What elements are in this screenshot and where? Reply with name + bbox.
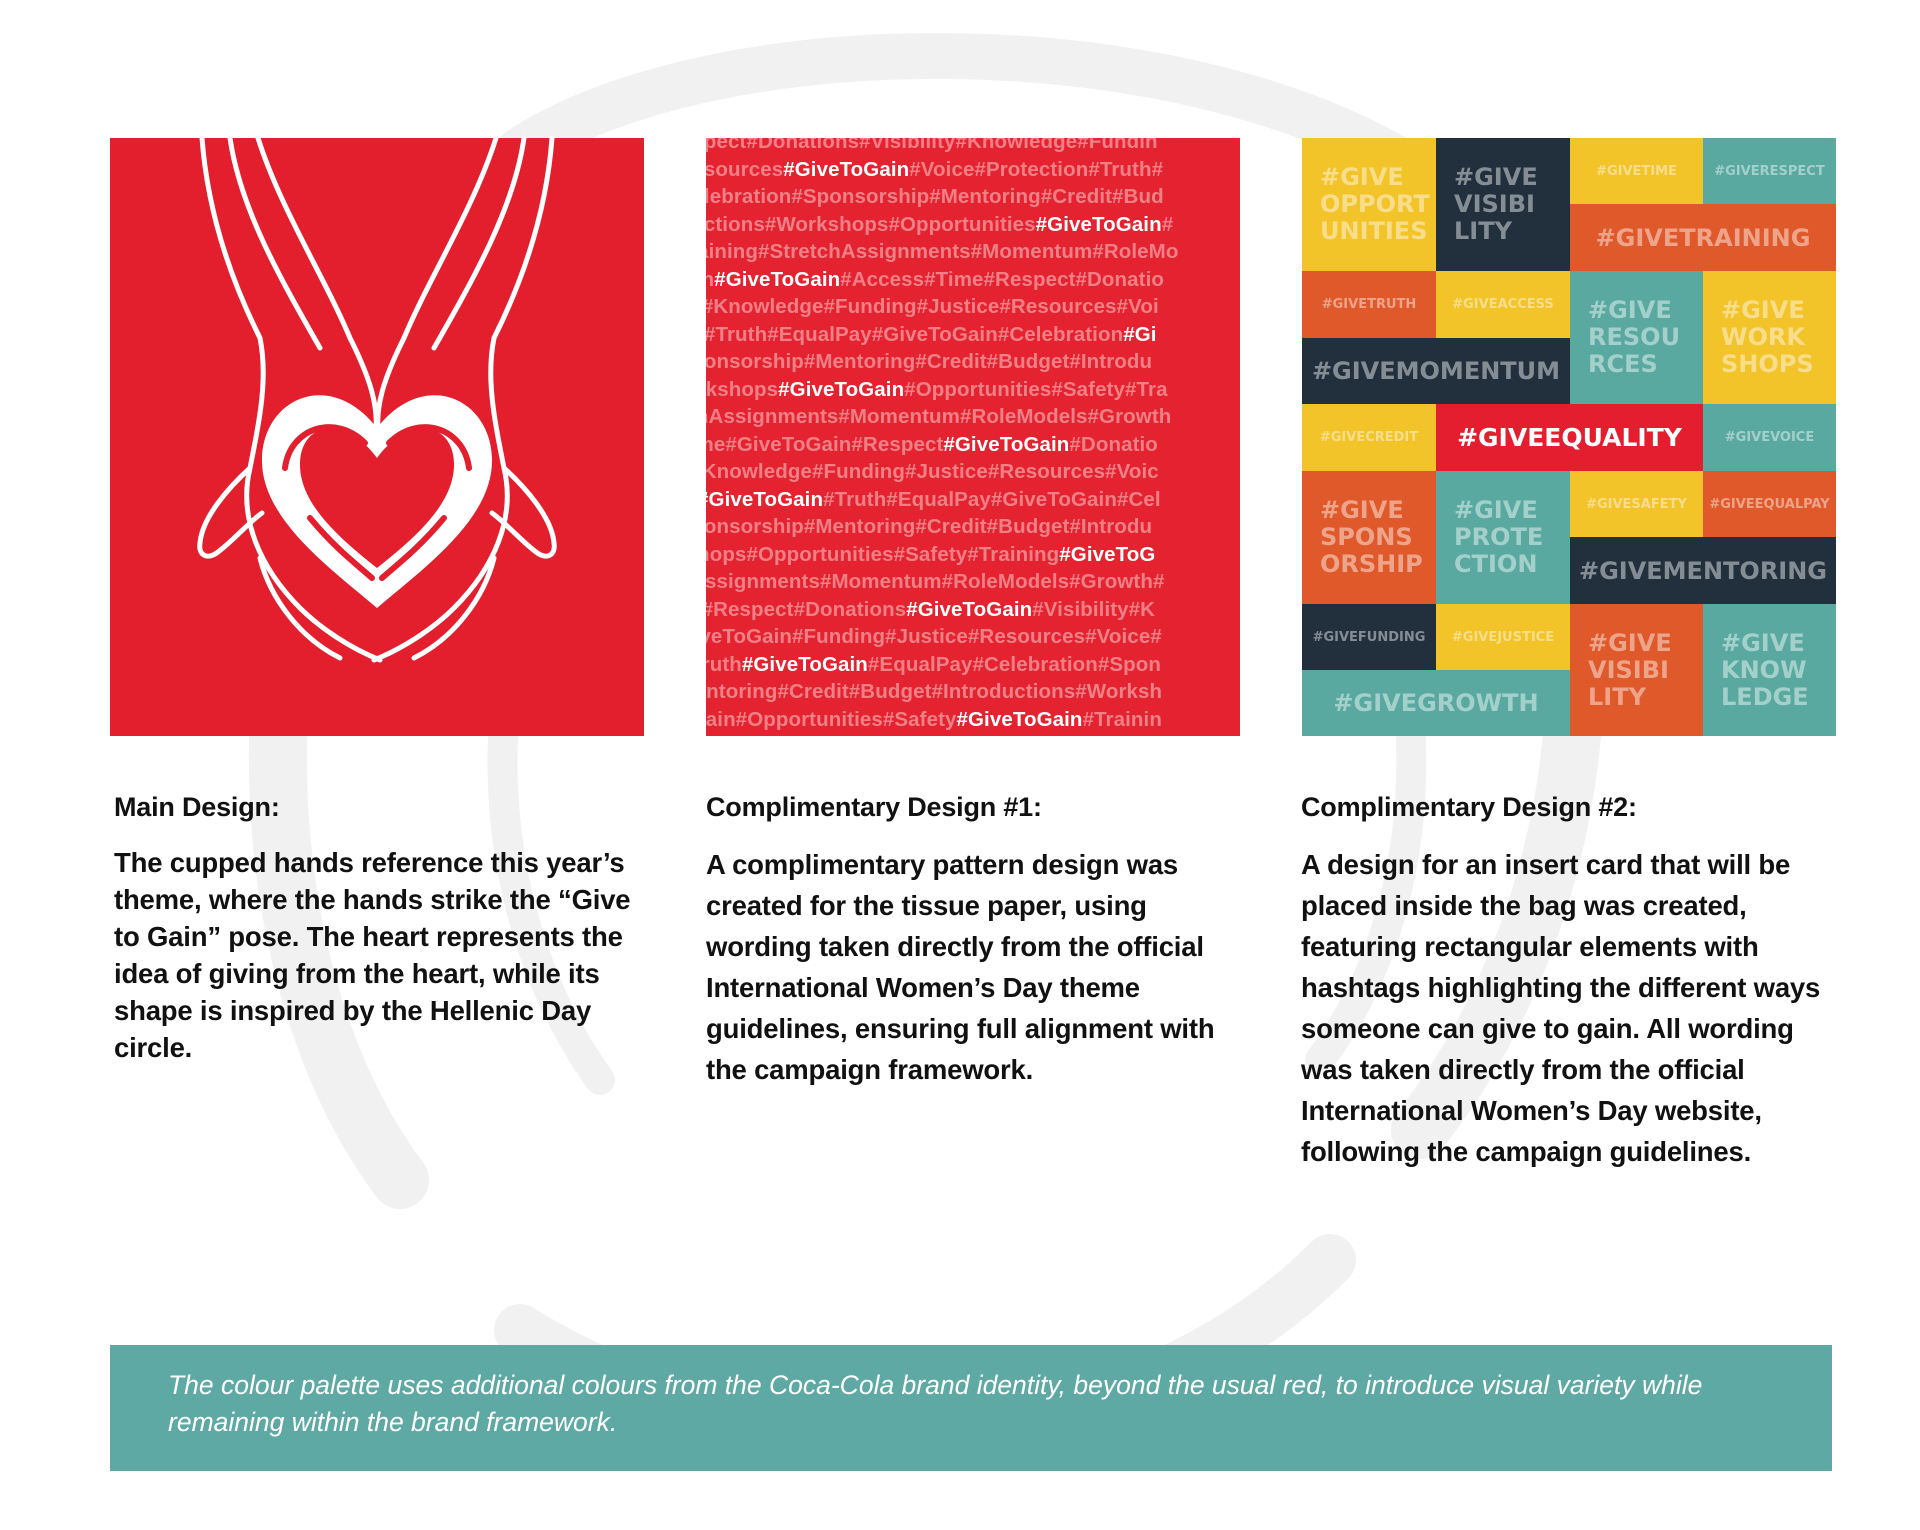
tag-safety: #GIVESAFETY bbox=[1570, 471, 1703, 537]
pattern-line bbox=[666, 238, 1366, 266]
insert-card-artwork bbox=[1302, 138, 1836, 736]
pattern-hashtags: nAssignments#Momentum#RoleModels#Growth# bbox=[666, 735, 1153, 758]
tag-visibility: #GIVE VISIBI LITY bbox=[1436, 138, 1570, 271]
pattern-line bbox=[666, 156, 1366, 184]
pattern-hashtags: #Opportunities#Safety#Tra bbox=[904, 377, 1168, 401]
pattern-hashtags: Workshops bbox=[666, 377, 779, 401]
tag-time: #GIVETIME bbox=[1570, 138, 1703, 204]
pattern-hashtags: #EqualPay#Celebration#Spon bbox=[867, 652, 1162, 676]
cupped-hands-heart-illustration bbox=[110, 138, 644, 736]
hashtag-pattern bbox=[666, 128, 1366, 761]
main-design-artwork bbox=[110, 138, 644, 736]
pattern-line bbox=[666, 321, 1366, 349]
highlighted-hashtag: #GiveToGain bbox=[783, 157, 910, 181]
pattern-hashtags: #Visibility#K bbox=[1032, 597, 1156, 621]
pattern-line bbox=[666, 458, 1366, 486]
pattern-line bbox=[666, 706, 1366, 734]
pattern-line bbox=[666, 183, 1366, 211]
tag-sponsorship: #GIVE SPONS ORSHIP bbox=[1302, 471, 1436, 604]
highlighted-hashtag: #Gi bbox=[1123, 322, 1157, 346]
pattern-hashtags: n#Truth bbox=[666, 652, 742, 676]
tag-justice: #GIVEJUSTICE bbox=[1436, 604, 1570, 670]
tag-equalpay: #GIVEEQUALPAY bbox=[1703, 471, 1836, 537]
tag-mentoring: #GIVEMENTORING bbox=[1570, 537, 1836, 604]
highlighted-hashtag: #GiveToGain bbox=[1035, 212, 1162, 236]
pattern-hashtags: #Sponsorship#Mentoring#Credit#Budget#Introdu bbox=[666, 350, 1153, 373]
highlighted-hashtag: #GiveToGain bbox=[714, 267, 841, 291]
tag-truth: #GIVETRUTH bbox=[1302, 271, 1436, 338]
pattern-hashtags: owth bbox=[666, 267, 715, 291]
tag-credit: #GIVECREDIT bbox=[1302, 404, 1436, 471]
pattern-hashtags: ity#Knowledge#Funding#Justice#Resources#Voic bbox=[666, 460, 1159, 483]
pattern-line bbox=[666, 733, 1366, 761]
pattern-hashtags: chAssignments#Momentum#RoleModels#Growth# bbox=[666, 570, 1165, 593]
main-design-caption bbox=[114, 790, 654, 1066]
pattern-line bbox=[666, 651, 1366, 679]
tag-opportunities: #GIVE OPPORT UNITIES bbox=[1302, 138, 1436, 271]
pattern-line bbox=[666, 348, 1366, 376]
pattern-hashtags: oductions#Workshops#Opportunities bbox=[666, 212, 1036, 236]
pattern-hashtags: #Donatio bbox=[1069, 432, 1158, 456]
pattern-hashtags: ToGain#Opportunities#Safety bbox=[666, 707, 957, 731]
tag-funding: #GIVEFUNDING bbox=[1302, 604, 1436, 670]
highlighted-hashtag: #GiveToGain bbox=[741, 652, 868, 676]
highlighted-hashtag: #GiveToGain bbox=[956, 707, 1083, 731]
pattern-hashtags: # bbox=[1161, 212, 1174, 236]
pattern-hashtags: etchAssignments#Momentum#RoleModels#Growth bbox=[666, 405, 1172, 428]
pattern-hashtags: ility#Knowledge#Funding#Justice#Resources#Voi bbox=[666, 295, 1159, 318]
highlighted-hashtag: #GiveToGain bbox=[697, 487, 824, 511]
tissue-paper-pattern-artwork bbox=[666, 130, 1240, 758]
pattern-hashtags: ime#Respect#Donations bbox=[666, 597, 907, 621]
main-design-title: Main Design: bbox=[114, 792, 280, 822]
tag-visibility-2: #GIVE VISIBI LITY bbox=[1570, 604, 1703, 736]
pattern-hashtags: #Celebration#Sponsorship#Mentoring#Credit#Bud bbox=[666, 185, 1164, 208]
complimentary-design-2-caption bbox=[1301, 790, 1841, 1172]
pattern-hashtags: #Access#Time#Respect#Donatio bbox=[840, 267, 1165, 291]
tag-respect: #GIVERESPECT bbox=[1703, 138, 1836, 204]
pattern-hashtags: tion#Truth#EqualPay#GiveToGain#Celebration bbox=[666, 322, 1124, 346]
complimentary-design-2-title: Complimentary Design #2: bbox=[1301, 792, 1637, 822]
colour-palette-banner bbox=[110, 1345, 1832, 1471]
pattern-line bbox=[666, 596, 1366, 624]
highlighted-hashtag: #GiveToG bbox=[1059, 542, 1156, 566]
pattern-hashtags: ion bbox=[666, 487, 698, 511]
pattern-line bbox=[666, 403, 1366, 431]
pattern-line bbox=[666, 376, 1366, 404]
tag-growth: #GIVEGROWTH bbox=[1302, 670, 1570, 736]
highlighted-hashtag: #GiveToGain bbox=[906, 597, 1033, 621]
pattern-line bbox=[666, 266, 1366, 294]
pattern-line bbox=[666, 513, 1366, 541]
pattern-line bbox=[666, 211, 1366, 239]
pattern-hashtags: rkshops#Opportunities#Safety#Training bbox=[666, 542, 1060, 566]
pattern-hashtags: #Trainin bbox=[1082, 707, 1162, 731]
complimentary-design-1-caption bbox=[706, 790, 1246, 1090]
pattern-line bbox=[666, 623, 1366, 651]
pattern-hashtags: #Voice#Protection#Truth# bbox=[909, 157, 1164, 181]
pattern-hashtags: #GiveToGain#Funding#Justice#Resources#Voice# bbox=[666, 625, 1162, 648]
pattern-line bbox=[666, 293, 1366, 321]
complimentary-design-1-title: Complimentary Design #1: bbox=[706, 792, 1042, 822]
pattern-hashtags: #Mentoring#Credit#Budget#Introductions#Worksh bbox=[666, 680, 1163, 703]
tag-workshops: #GIVE WORK SHOPS bbox=[1703, 271, 1836, 404]
complimentary-design-2-description: A design for an insert card that will be placed inside the bag was created, featuring rectangular elements with hashtags highlighting the different ways someone can give to gain. All wording was taken directly from the official International Women’s Day website, following the campaign guidelines. bbox=[1301, 849, 1821, 1167]
banner-text: The colour palette uses additional colours from the Coca-Cola brand identity, beyond the usual red, to introduce visual variety while remaining within the brand framework. bbox=[168, 1370, 1703, 1437]
pattern-hashtags: #Resources bbox=[666, 157, 784, 181]
pattern-line bbox=[666, 486, 1366, 514]
pattern-hashtags: #Truth#EqualPay#GiveToGain#Cel bbox=[823, 487, 1161, 511]
tag-access: #GIVEACCESS bbox=[1436, 271, 1570, 338]
pattern-line bbox=[666, 678, 1366, 706]
highlighted-hashtag: #GiveToGain bbox=[943, 432, 1070, 456]
pattern-hashtags: #Training#StretchAssignments#Momentum#RoleMo bbox=[666, 240, 1179, 263]
tag-equality: #GIVEEQUALITY bbox=[1436, 404, 1703, 471]
pattern-line bbox=[666, 541, 1366, 569]
tag-knowledge: #GIVE KNOW LEDGE bbox=[1703, 604, 1836, 736]
pattern-line bbox=[666, 431, 1366, 459]
pattern-hashtags: #Time#GiveToGain#Respect bbox=[666, 432, 944, 456]
main-design-description: The cupped hands reference this year’s theme, where the hands strike the “Give to Gain” pose. The heart represents the idea of giving from the heart, while its shape is inspired by the Hellenic Day circle. bbox=[114, 847, 631, 1063]
tag-voice: #GIVEVOICE bbox=[1703, 404, 1836, 471]
tag-protection: #GIVE PROTE CTION bbox=[1436, 471, 1570, 604]
tag-resources: #GIVE RESOU RCES bbox=[1570, 271, 1703, 404]
complimentary-design-1-description: A complimentary pattern design was created for the tissue paper, using wording taken directly from the official International Women’s Day theme guidelines, ensuring full alignment with the campaign framework. bbox=[706, 849, 1215, 1085]
tag-momentum: #GIVEMOMENTUM bbox=[1302, 338, 1570, 404]
pattern-line bbox=[666, 568, 1366, 596]
highlighted-hashtag: #GiveToGain bbox=[778, 377, 905, 401]
pattern-hashtags: #Sponsorship#Mentoring#Credit#Budget#Introdu bbox=[666, 515, 1153, 538]
pattern-line bbox=[666, 128, 1366, 156]
tag-training: #GIVETRAINING bbox=[1570, 204, 1836, 271]
pattern-hashtags: Respect#Donations#Visibility#Knowledge#Fundin bbox=[666, 130, 1158, 153]
